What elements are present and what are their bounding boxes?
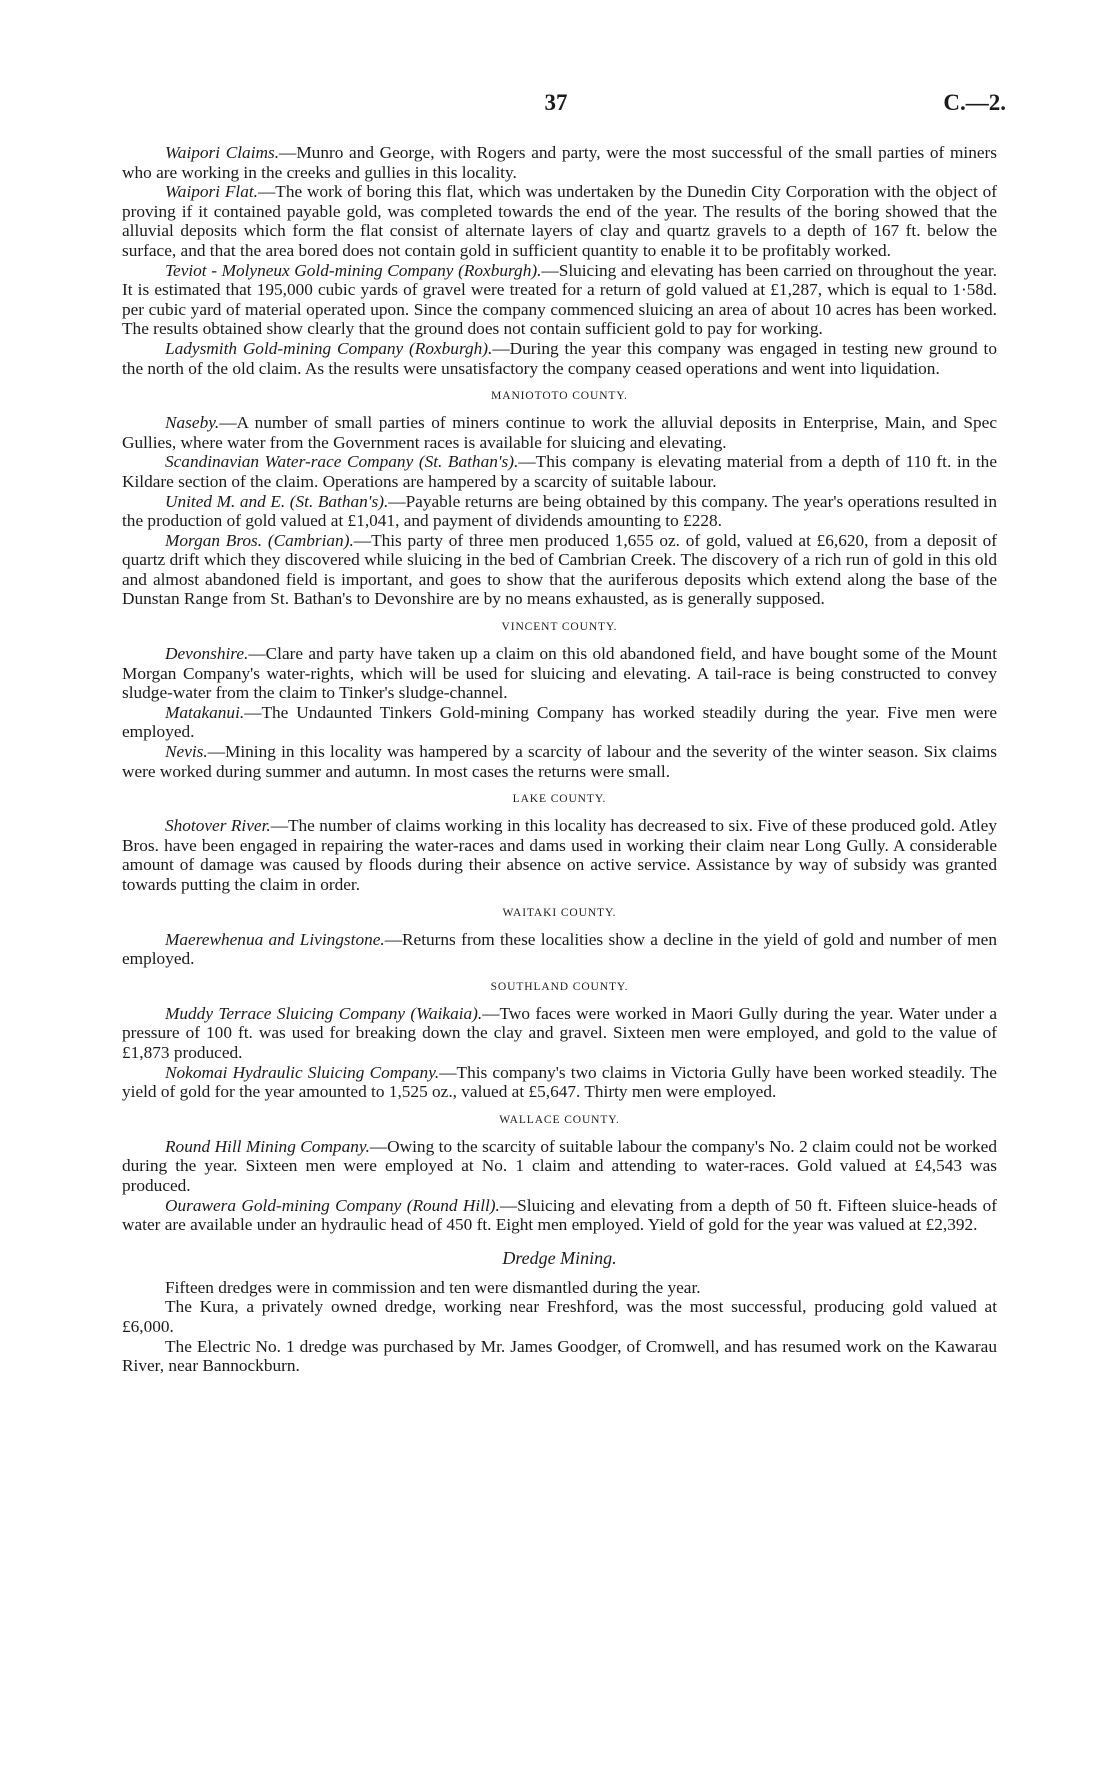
- paragraph-nevis: Nevis.—Mining in this locality was hampered by a scarcity of labour and the severity of the winter season. Six claims were worked during summer and autumn. In most cases the returns were small.: [122, 742, 997, 781]
- paragraph-nokomai: Nokomai Hydraulic Sluicing Company.—This company's two claims in Victoria Gully have been worked steadily. The yield of gold for the year amounted to 1,525 oz., valued at £5,647. Thirty men were employed.: [122, 1062, 997, 1102]
- paragraph-dredges-in-commission: Fifteen dredges were in commission and ten were dismantled during the year.: [165, 1277, 701, 1297]
- county-heading-lake: LAKE COUNTY.: [512, 793, 607, 806]
- paragraph-devonshire: Devonshire.—Clare and party have taken up a claim on this old abandoned field, and have bought some of the Mount Morgan Company's water-rights, which will be used for sluicing and elevating. A tail-race is being constructed to convey sludge-water from the claim to Tinker's sludge-channel.: [122, 644, 997, 703]
- paragraph-round-hill: Round Hill Mining Company.—Owing to the scarcity of suitable labour the company's No. 2 claim could not be worked during the year. Sixteen men were employed at No. 1 claim and attending to water-races. Gold valued at £4,543 was produced.: [122, 1136, 997, 1195]
- paragraph-maerewhenua: Maerewhenua and Livingstone.—Returns from these localities show a decline in the yield of gold and number of men employed.: [122, 929, 997, 969]
- document-reference: C.—2.: [943, 90, 1006, 115]
- paragraph-electric-dredge: The Electric No. 1 dredge was purchased by Mr. James Goodger, of Cromwell, and has resumed work on the Kawarau River, near Bannockburn.: [122, 1336, 997, 1376]
- county-heading-wallace: WALLACE COUNTY.: [499, 1113, 620, 1126]
- county-heading-southland: SOUTHLAND COUNTY.: [490, 980, 629, 993]
- paragraph-naseby: Naseby.—A number of small parties of miners continue to work the alluvial deposits in Enterprise, Main, and Spec Gullies, where water from the Government races is available for sluicing and elevating.: [122, 413, 997, 452]
- page-header: [0, 90, 1114, 120]
- paragraph-scandinavian: Scandinavian Water-race Company (St. Bathan's).—This company is elevating material from a depth of 110 ft. in the Kildare section of the claim. Operations are hampered by a scarcity of suitable labour.: [122, 452, 997, 491]
- paragraph-teviot-molyneux: Teviot - Molyneux Gold-mining Company (Roxburgh).—Sluicing and elevating has been carried on throughout the year. It is estimated that 195,000 cubic yards of gravel were treated for a return of gold valued at £1,287, which is equal to 1·58d. per cubic yard of material operated upon. Since the company commenced sluicing an area of about 10 acres has been worked. The results obtained show clearly that the ground does not contain sufficient gold to pay for working.: [122, 260, 997, 339]
- paragraph-shotover-river: Shotover River.—The number of claims working in this locality has decreased to six. Five of these produced gold. Atley Bros. have been engaged in repairing the water-races and dams used in working their claim near Long Gully. A considerable amount of damage was caused by floods during their absence on active service. Assistance by way of subsidy was granted towards putting the claim in order.: [122, 816, 997, 894]
- page-number: 37: [544, 90, 568, 115]
- paragraph-waipori-flat: Waipori Flat.—The work of boring this flat, which was undertaken by the Dunedin City Corporation with the object of proving if it contained payable gold, was completed towards the end of the year. The results of the boring showed that the alluvial deposits which form the flat consist of alternate layers of clay and quartz gravels to a depth of 167 ft. below the surface, and that the area bored does not contain gold in sufficient quantity to enable it to be profitably worked.: [122, 182, 997, 260]
- county-heading-vincent: VINCENT COUNTY.: [501, 621, 618, 634]
- paragraph-matakanui: Matakanui.—The Undaunted Tinkers Gold-mining Company has worked steadily during the year. Five men were employed.: [122, 702, 997, 742]
- paragraph-ladysmith: Ladysmith Gold-mining Company (Roxburgh).—During the year this company was engaged in testing new ground to the north of the old claim. As the results were unsatisfactory the company ceased operations and went into liquidation.: [122, 338, 997, 378]
- paragraph-waipori-claims: Waipori Claims.—Munro and George, with Rogers and party, were the most successful of the small parties of miners who are working in the creeks and gullies in this locality.: [122, 143, 997, 182]
- paragraph-kura-dredge: The Kura, a privately owned dredge, working near Freshford, was the most successful, producing gold valued at £6,000.: [122, 1297, 997, 1336]
- section-title-dredge-mining: Dredge Mining.: [502, 1247, 617, 1268]
- paragraph-ourawera: Ourawera Gold-mining Company (Round Hill).—Sluicing and elevating from a depth of 50 ft. Fifteen sluice-heads of water are available under an hydraulic head of 450 ft. Eight men employed. Yield of gold for the year was valued at £2,392.: [122, 1195, 997, 1235]
- report-body: [122, 143, 997, 1376]
- paragraph-united-m-and-e: United M. and E. (St. Bathan's).—Payable returns are being obtained by this company. The year's operations resulted in the production of gold valued at £1,041, and payment of dividends amounting to £228.: [122, 491, 997, 531]
- county-heading-maniototo: MANIOTOTO COUNTY.: [491, 390, 628, 403]
- paragraph-morgan-bros: Morgan Bros. (Cambrian).—This party of three men produced 1,655 oz. of gold, valued at £6,620, from a deposit of quartz drift which they discovered while sluicing in the bed of Cambrian Creek. The discovery of a rich run of gold in this old and almost abandoned field is important, and goes to show that the auriferous deposits which extend along the base of the Dunstan Range from St. Bathan's to Devonshire are by no means exhausted, as is generally supposed.: [122, 530, 998, 609]
- county-heading-waitaki: WAITAKI COUNTY.: [502, 906, 617, 919]
- paragraph-muddy-terrace: Muddy Terrace Sluicing Company (Waikaia).—Two faces were worked in Maori Gully during the year. Water under a pressure of 100 ft. was used for breaking down the clay and gravel. Sixteen men were employed, and gold to the value of £1,873 produced.: [122, 1003, 997, 1062]
